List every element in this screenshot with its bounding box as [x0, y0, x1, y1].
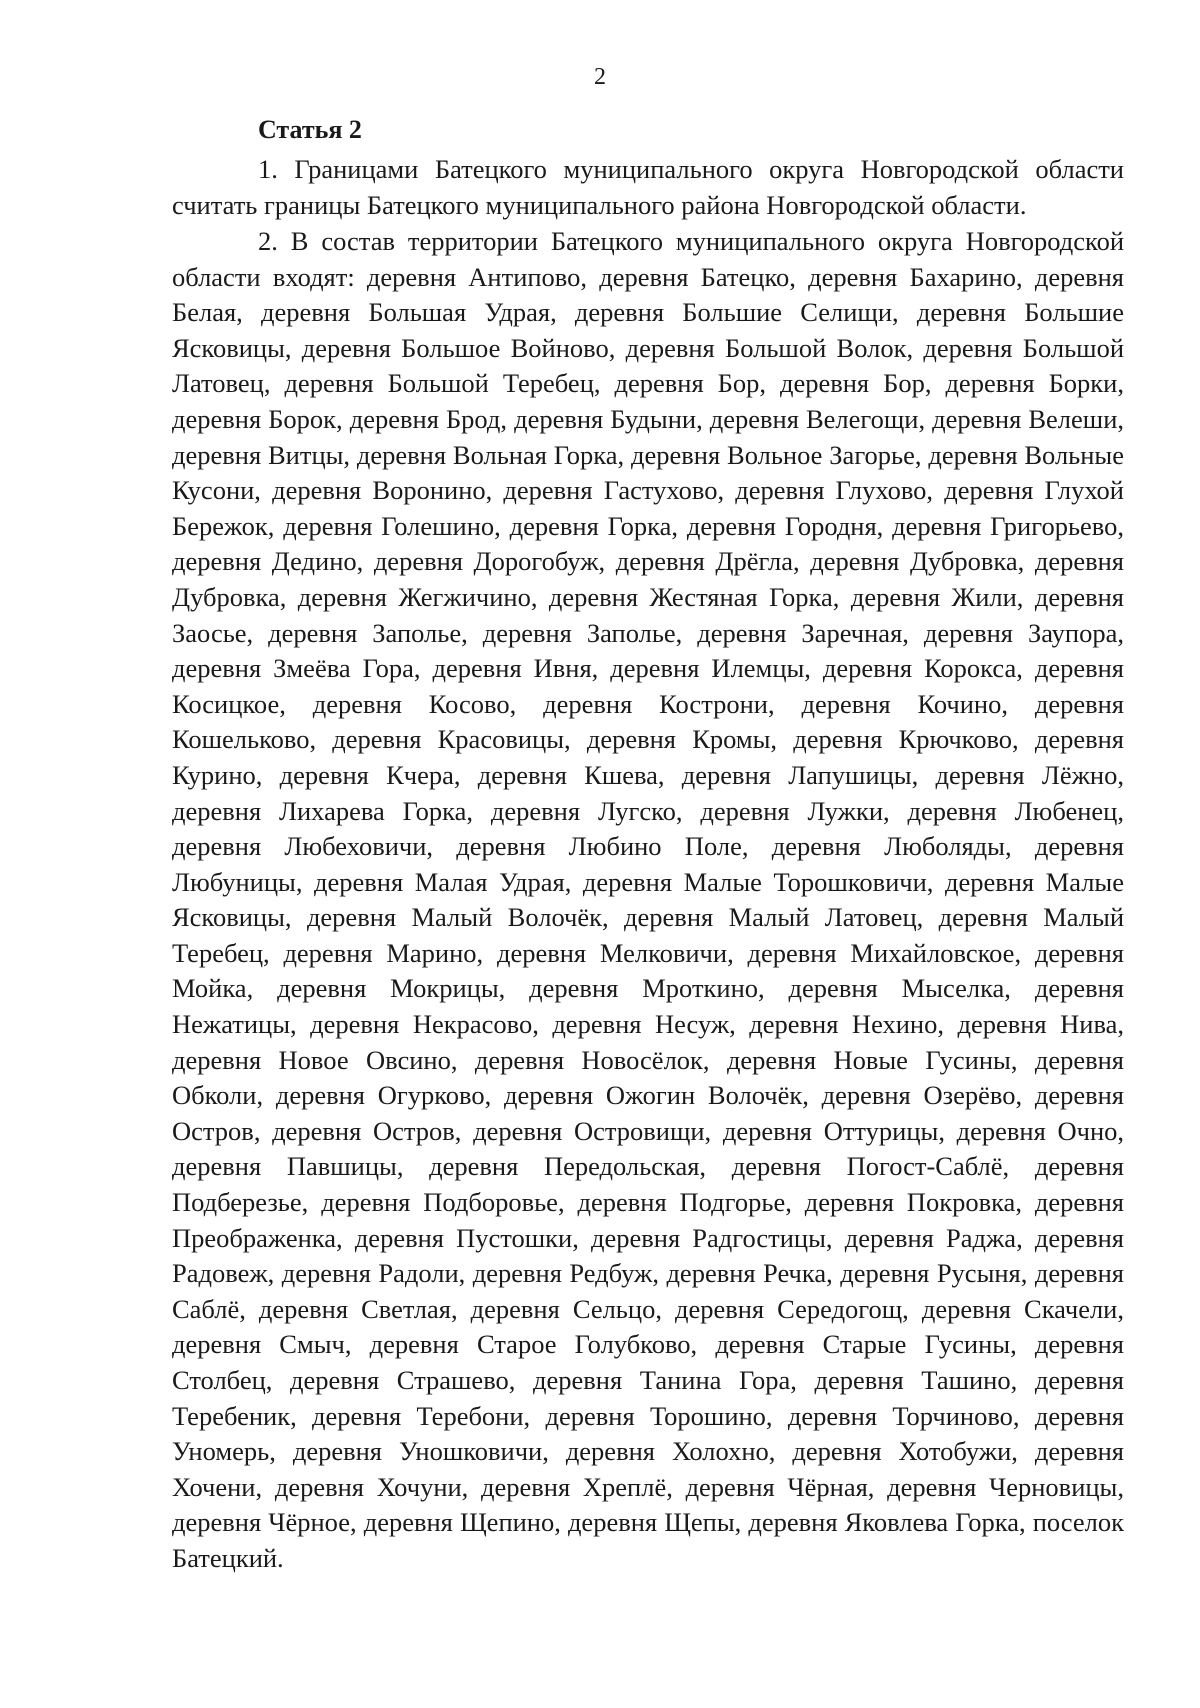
paragraph-boundaries: 1. Границами Батецкого муниципального округа Новгородской области считать границы Батецкого муниципального района Новгородской области. [172, 154, 1124, 220]
page-number: 2 [594, 64, 606, 90]
article-heading: Статья 2 [258, 115, 362, 144]
paragraph-territory-settlements: 2. В состав территории Батецкого муниципального округа Новгородской области входят: деревня Антипово, деревня Батецко, деревня Бахарино, деревня Белая, деревня Большая Удрая, деревня Большие Селищи, деревня Большие Ясковицы, деревня Большое Войново, деревня Большой Волок, деревня Большой Латовец, деревня Большой Теребец, деревня Бор, деревня Бор, деревня Борки, деревня Борок, деревня Брод, деревня Будыни, деревня Велегощи, деревня Велеши, деревня Витцы, деревня Вольная Горка, деревня Вольное Загорье, деревня Вольные Кусони, деревня Воронино, деревня Гастухово, деревня Глухово, деревня Глухой Бережок, деревня Голешино, деревня Горка, деревня Городня, деревня Григорьево, деревня Дедино, деревня Дорогобуж, деревня Дрёгла, деревня Дубровка, деревня Дубровка, деревня Жегжичино, деревня Жестяная Горка, деревня Жили, деревня Заосье, деревня Заполье, деревня Заполье, деревня Заречная, деревня Заупора, деревня Змеёва Гора, деревня Ивня, деревня Илемцы, деревня Корокса, деревня Косицкое, деревня Косово, деревня Кострони, деревня Кочино, деревня Кошельково, деревня Красовицы, деревня Кромы, деревня Крючково, деревня Курино, деревня Кчера, деревня Кшева, деревня Лапушицы, деревня Лёжно, деревня Лихарева Горка, деревня Лугско, деревня Лужки, деревня Любенец, деревня Любеховичи, деревня Любино Поле, деревня Люболяды, деревня Любуницы, деревня Малая Удрая, деревня Малые Торошковичи, деревня Малые Ясковицы, деревня Малый Волочёк, деревня Малый Латовец, деревня Малый Теребец, деревня Марино, деревня Мелковичи, деревня Михайловское, деревня Мойка, деревня Мокрицы, деревня Мроткино, деревня Мыселка, деревня Нежатицы, деревня Некрасово, деревня Несуж, деревня Нехино, деревня Нива, деревня Новое Овсино, деревня Новосёлок, деревня Новые Гусины, деревня Обколи, деревня Огурково, деревня Ожогин Волочёк, деревня Озерёво, деревня Остров, деревня Остров, деревня Островищи, деревня Оттурицы, деревня Очно, деревня Павшицы, деревня Передольская, деревня Погост-Саблё, деревня Подберезье, деревня Подборовье, деревня Подгорье, деревня Покровка, деревня Преображенка, деревня Пустошки, деревня Радгостицы, деревня Раджа, деревня Радовеж, деревня Радоли, деревня Редбуж, деревня Речка, деревня Русыня, деревня Саблё, деревня Светлая, деревня Сельцо, деревня Середогощ, деревня Скачели, деревня Смыч, деревня Старое Голубково, деревня Старые Гусины, деревня Столбец, деревня Страшево, деревня Танина Гора, деревня Ташино, деревня Теребеник, деревня Теребони, деревня Торошино, деревня Торчиново, деревня Уномерь, деревня Уношковичи, деревня Холохно, деревня Хотобужи, деревня Хочени, деревня Хочуни, деревня Хреплё, деревня Чёрная, деревня Черновицы, деревня Чёрное, деревня Щепино, деревня Щепы, деревня Яковлева Горка, поселок Батецкий. [172, 226, 1124, 1573]
